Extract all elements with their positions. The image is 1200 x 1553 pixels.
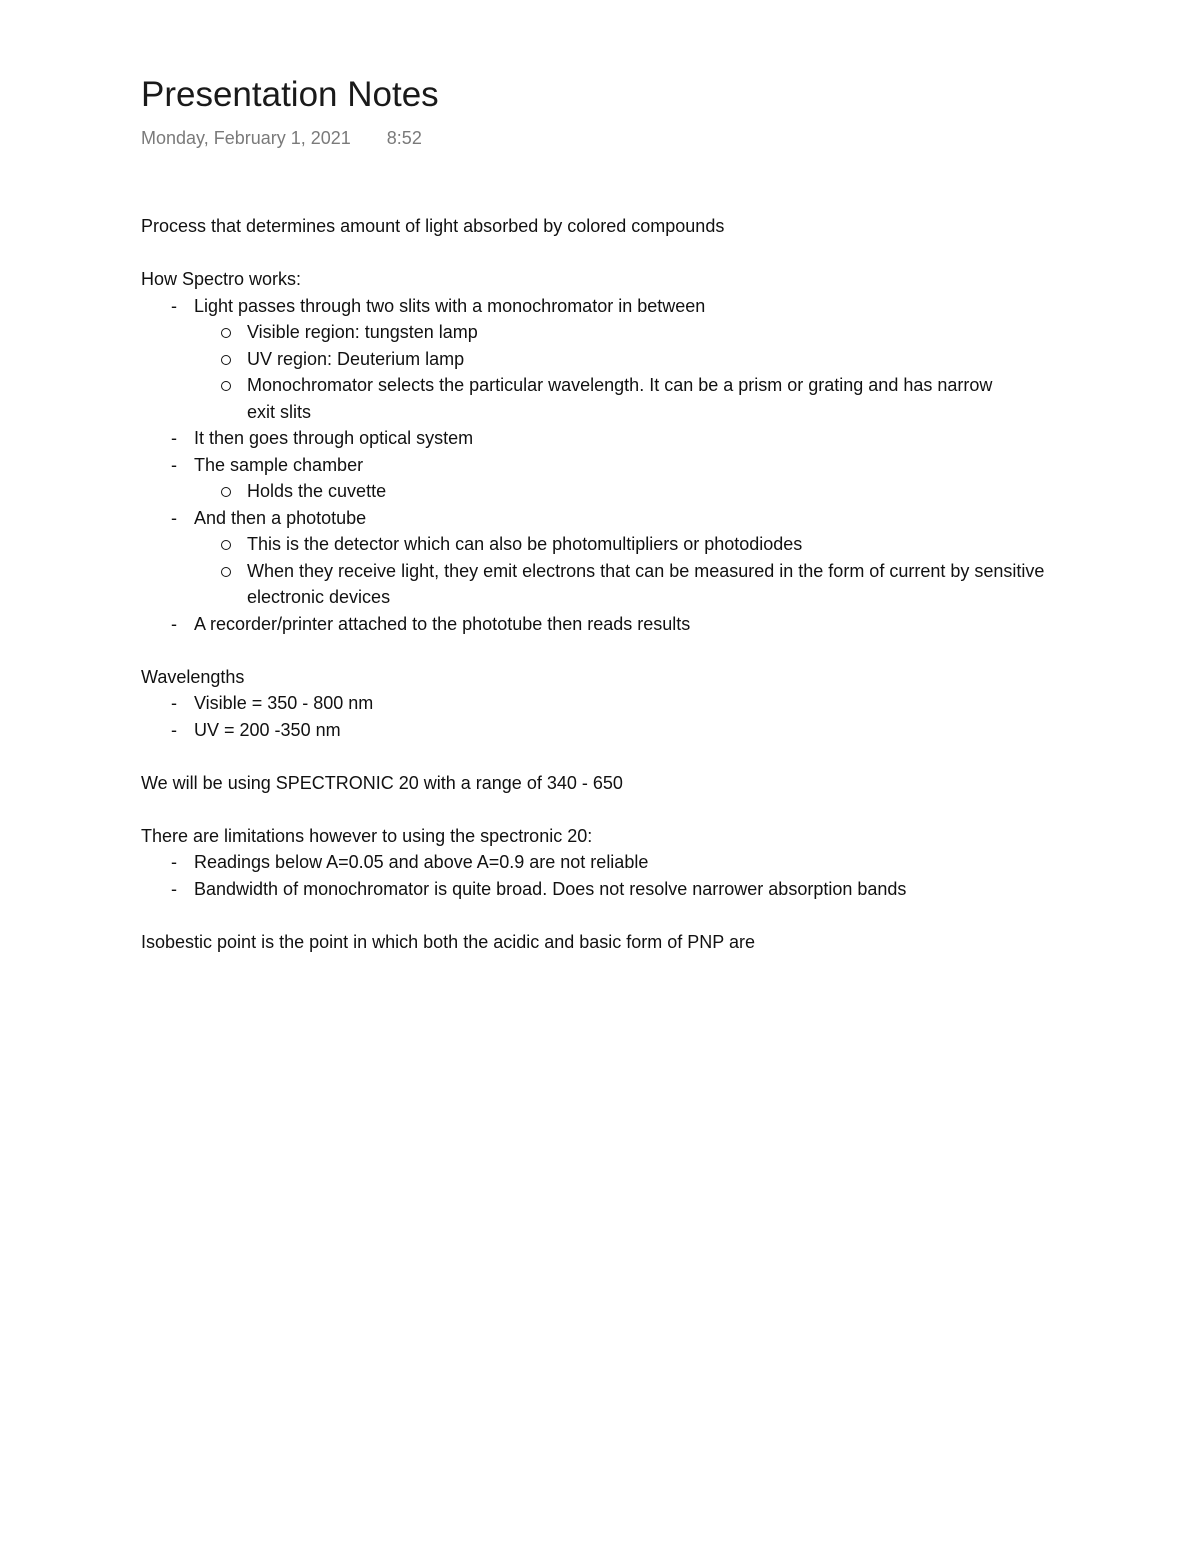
note-time: 8:52: [386, 128, 422, 148]
how-spectro-heading: How Spectro works:: [141, 269, 302, 289]
list-item: - It then goes through optical system: [141, 425, 1101, 452]
page-title: Presentation Notes: [141, 75, 439, 114]
list-item: - The sample chamber: [141, 452, 1101, 479]
sub-list-item: Holds the cuvette: [141, 478, 1101, 505]
note-metadata: [141, 125, 422, 151]
intro-paragraph: Process that determines amount of light absorbed by colored compounds: [141, 216, 725, 236]
spectronic-paragraph: We will be using SPECTRONIC 20 with a range of 340 - 650: [141, 772, 623, 793]
wavelengths-heading: Wavelengths: [141, 666, 245, 687]
sub-list-item: UV region: Deuterium lamp: [141, 346, 1101, 373]
list-item: - Bandwidth of monochromator is quite broad. Does not resolve narrower absorption bands: [141, 876, 1101, 903]
sub-list-item: When they receive light, they emit electrons that can be measured in the form of current by sensitive electronic devices: [141, 558, 1107, 611]
note-body: [141, 213, 1101, 955]
list-item: - Readings below A=0.05 and above A=0.9 are not reliable: [141, 849, 1101, 876]
list-item: - A recorder/printer attached to the phototube then reads results: [141, 611, 1101, 638]
sub-list-item: Monochromator selects the particular wavelength. It can be a prism or grating and has narrow exit slits: [141, 372, 1057, 425]
list-item: - And then a phototube: [141, 505, 1101, 532]
isobestic-paragraph: Isobestic point is the point in which both the acidic and basic form of PNP are: [141, 931, 756, 952]
list-item: - Light passes through two slits with a monochromator in between: [141, 293, 1101, 320]
list-item: - Visible = 350 - 800 nm: [141, 690, 1101, 717]
list-item: - UV = 200 -350 nm: [141, 717, 1101, 744]
note-date: Monday, February 1, 2021: [141, 128, 351, 148]
sub-list-item: This is the detector which can also be photomultipliers or photodiodes: [141, 531, 1101, 558]
limitations-heading: There are limitations however to using the spectronic 20:: [141, 825, 593, 846]
sub-list-item: Visible region: tungsten lamp: [141, 319, 1101, 346]
